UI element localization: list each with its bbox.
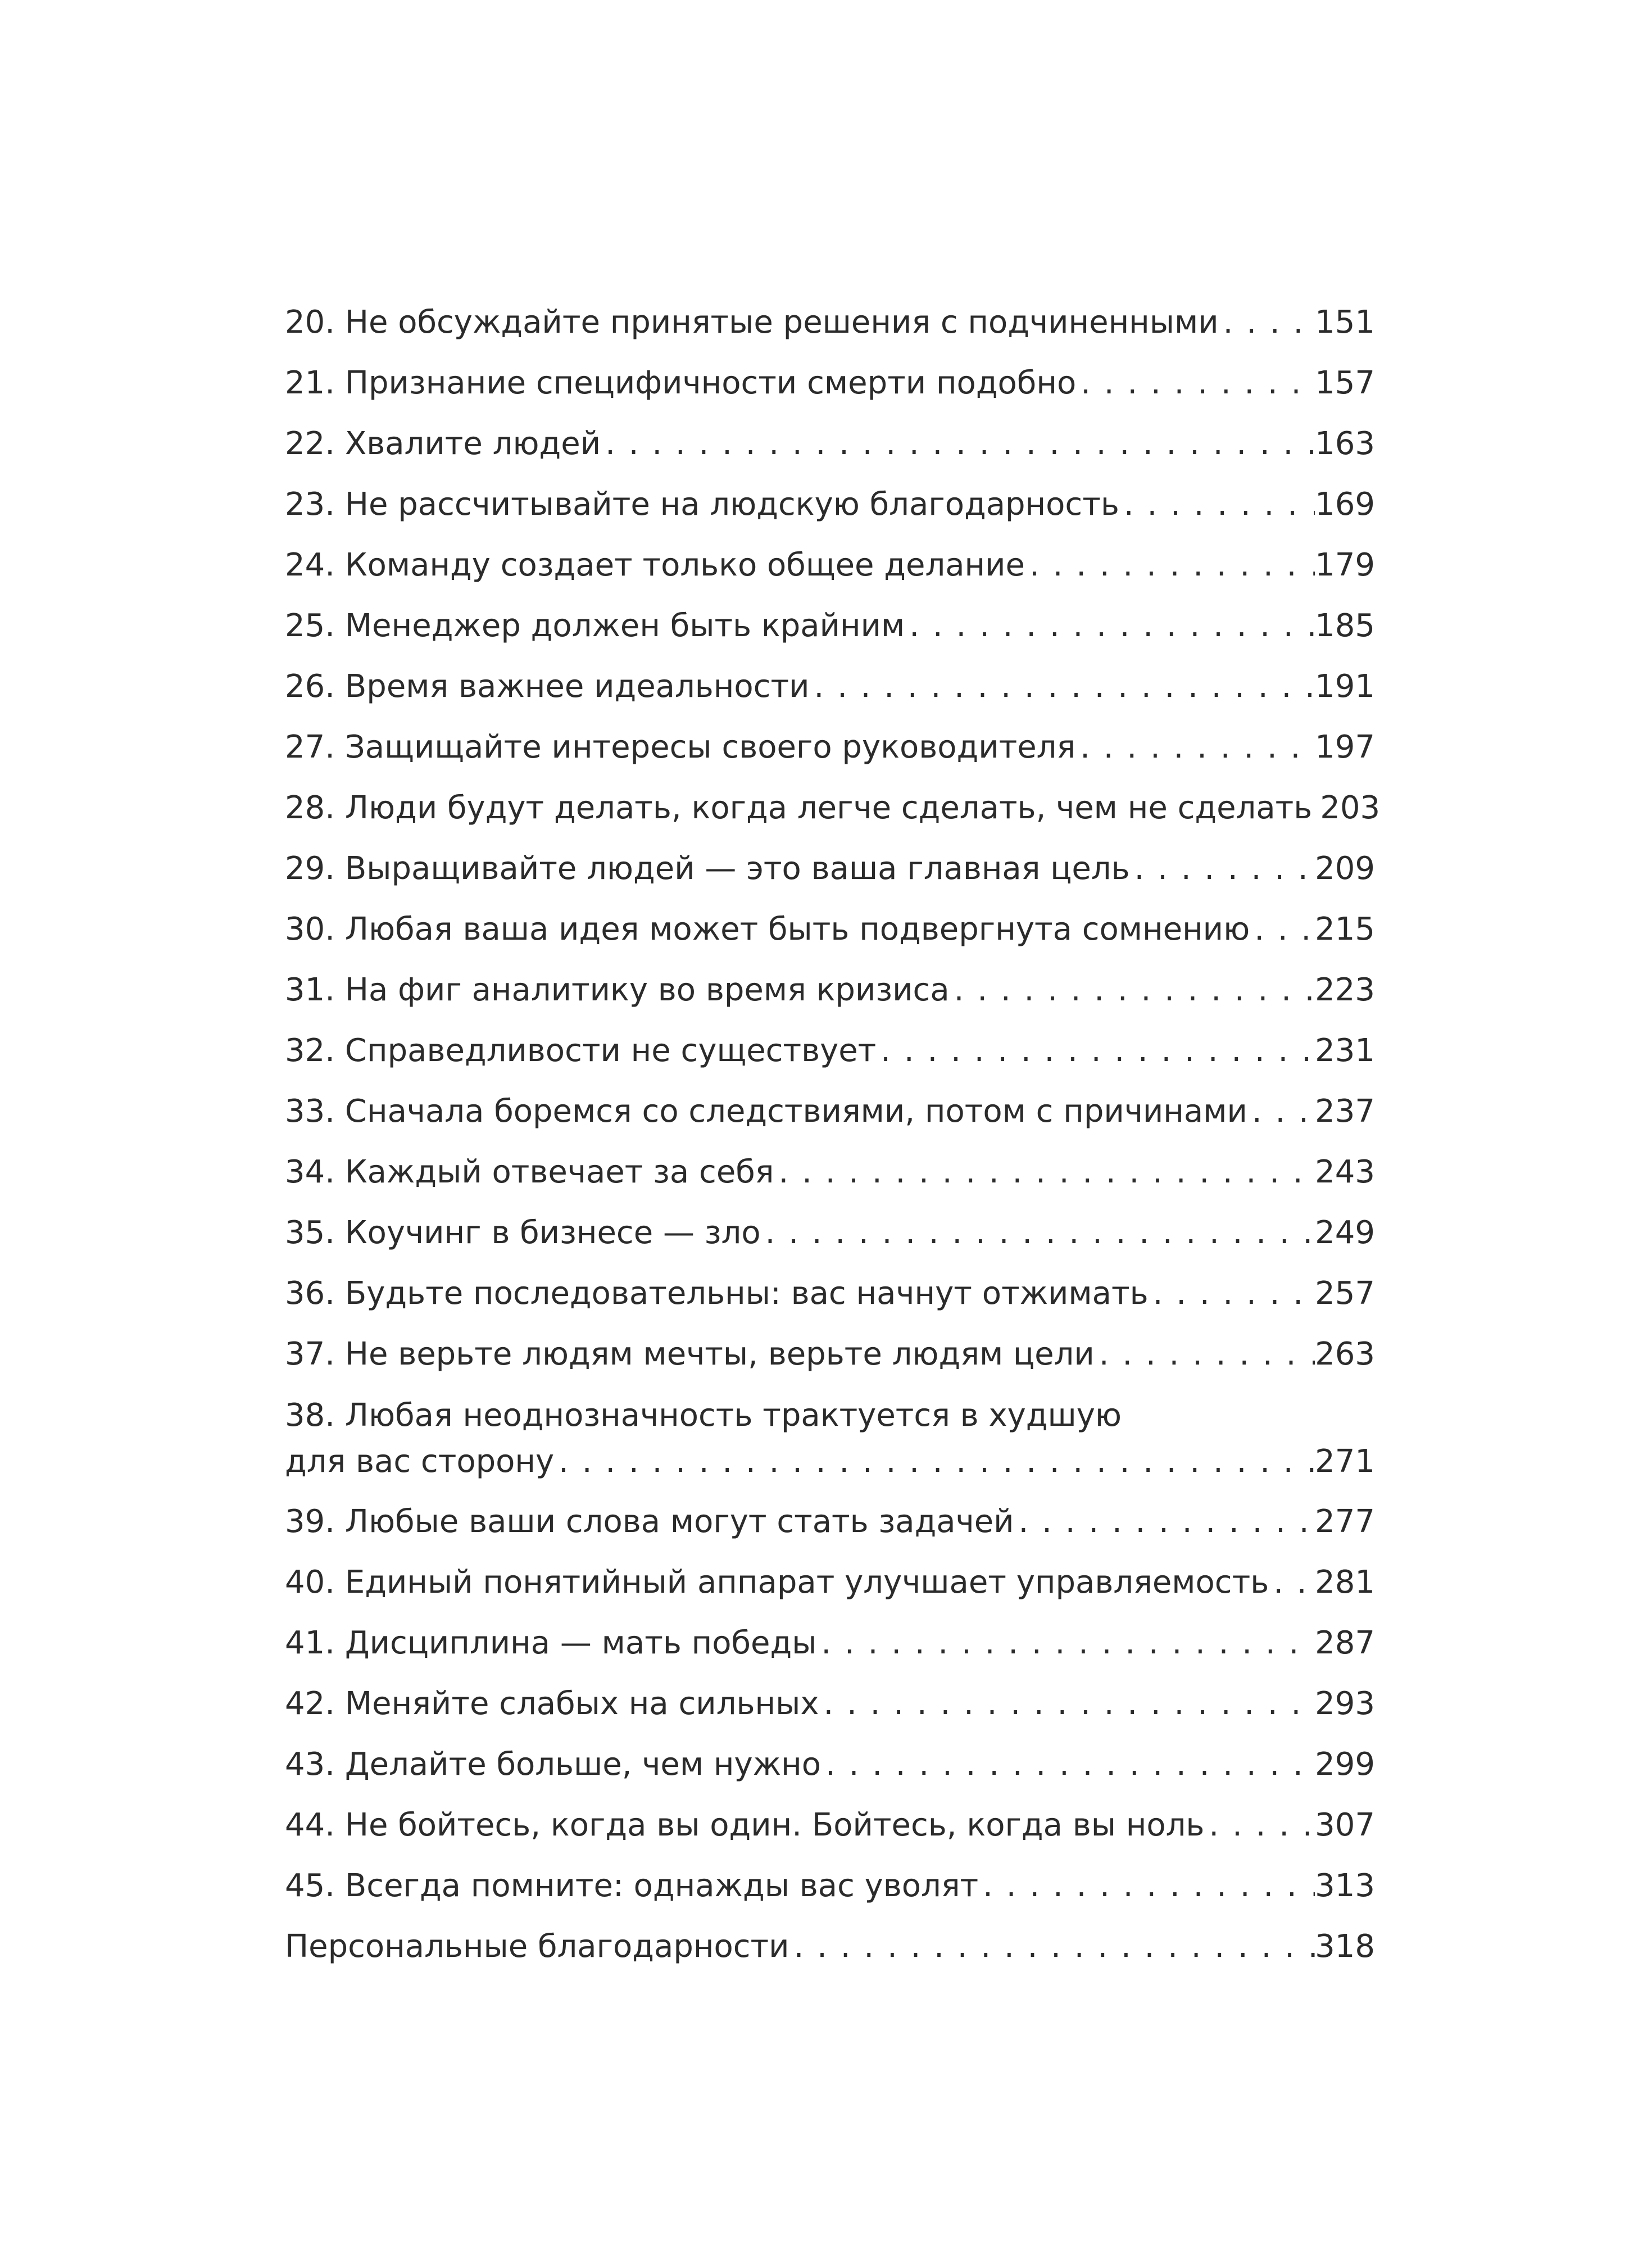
toc-entry-22[interactable] [285, 414, 1375, 474]
toc-page-number: 209 [1315, 850, 1375, 887]
toc-page-number: 313 [1315, 1868, 1375, 1904]
toc-page-number: 203 [1320, 790, 1381, 826]
toc-entry-title: 23. Не рассчитывайте на людскую благодарность [285, 486, 1119, 523]
toc-dot-leader [950, 960, 1315, 1021]
toc-entry-title: 29. Выращивайте людей — это ваша главная цель [285, 850, 1130, 887]
toc-page-number: 215 [1315, 911, 1375, 948]
toc-dot-leader [601, 414, 1315, 474]
toc-entry-title: 36. Будьте последовательны: вас начнут отжимать [285, 1275, 1149, 1312]
toc-entry-24[interactable] [285, 535, 1375, 596]
toc-entry-title: 27. Защищайте интересы своего руководителя [285, 729, 1076, 765]
toc-entry-29[interactable] [285, 839, 1375, 899]
toc-entry-title: 43. Делайте больше, чем нужно [285, 1746, 821, 1783]
toc-entry-39[interactable] [285, 1492, 1375, 1552]
toc-entry-title: 45. Всегда помните: однажды вас уволят [285, 1868, 979, 1904]
toc-dot-leader [774, 1142, 1315, 1203]
toc-entry-27[interactable] [285, 717, 1375, 778]
toc-entry-title-line2: для вас сторону [285, 1443, 555, 1480]
toc-entry-acknowledgements[interactable] [285, 1916, 1375, 1977]
toc-dot-leader [761, 1203, 1315, 1263]
toc-page-number: 299 [1315, 1746, 1375, 1783]
toc-entry-33[interactable] [285, 1081, 1375, 1142]
toc-entry-37[interactable] [285, 1324, 1375, 1385]
toc-dot-leader [1095, 1324, 1315, 1385]
toc-dot-leader [905, 596, 1315, 656]
toc-entry-44[interactable] [285, 1795, 1375, 1856]
toc-entry-title: 42. Меняйте слабых на сильных [285, 1685, 819, 1722]
toc-dot-leader [1149, 1263, 1315, 1324]
toc-entry-title: 37. Не верьте людям мечты, верьте людям цели [285, 1336, 1095, 1372]
toc-dot-leader [1025, 535, 1315, 596]
toc-page-number: 307 [1315, 1807, 1375, 1843]
toc-dot-leader [789, 1916, 1315, 1977]
toc-entry-28[interactable] [285, 778, 1381, 839]
toc-entry-title: 22. Хвалите людей [285, 425, 601, 462]
toc-entry-38[interactable] [285, 1385, 1375, 1492]
table-of-contents [285, 292, 1381, 1977]
toc-page-number: 163 [1315, 425, 1375, 462]
toc-page-number: 263 [1315, 1336, 1375, 1372]
toc-entry-20[interactable] [285, 292, 1375, 353]
toc-page-number: 191 [1315, 668, 1375, 705]
toc-dot-leader [1269, 1552, 1315, 1613]
toc-entry-title: Персональные благодарности [285, 1928, 789, 1965]
toc-dot-leader [1204, 1795, 1315, 1856]
toc-dot-leader [1250, 899, 1315, 960]
toc-entry-35[interactable] [285, 1203, 1375, 1263]
toc-entry-42[interactable] [285, 1674, 1375, 1734]
toc-entry-title: 39. Любые ваши слова могут стать задачей [285, 1503, 1014, 1540]
toc-dot-leader [809, 656, 1315, 717]
toc-entry-title: 32. Справедливости не существует [285, 1032, 877, 1069]
toc-page-number: 237 [1315, 1093, 1375, 1130]
toc-dot-leader [1219, 292, 1315, 353]
toc-entry-title: 38. Любая неоднозначность трактуется в худшую [285, 1397, 1122, 1434]
toc-dot-leader [1119, 474, 1315, 535]
toc-page-number: 257 [1315, 1275, 1375, 1312]
toc-dot-leader [1312, 778, 1320, 839]
toc-page-number: 157 [1315, 365, 1375, 401]
toc-entry-title: 24. Команду создает только общее делание [285, 547, 1025, 583]
toc-dot-leader [821, 1734, 1315, 1795]
toc-page-number: 243 [1315, 1154, 1375, 1190]
toc-entry-34[interactable] [285, 1142, 1375, 1203]
toc-entry-title: 21. Признание специфичности смерти подобно [285, 365, 1077, 401]
toc-page-number: 185 [1315, 608, 1375, 644]
toc-dot-leader [1247, 1081, 1315, 1142]
toc-page-number: 271 [1315, 1443, 1375, 1480]
toc-entry-title: 35. Коучинг в бизнесе — зло [285, 1214, 761, 1251]
toc-entry-45[interactable] [285, 1856, 1375, 1916]
toc-entry-26[interactable] [285, 656, 1375, 717]
toc-entry-title: 20. Не обсуждайте принятые решения с подчиненными [285, 304, 1219, 341]
toc-entry-25[interactable] [285, 596, 1375, 656]
toc-page-number: 293 [1315, 1685, 1375, 1722]
toc-page-number: 151 [1315, 304, 1375, 341]
toc-dot-leader [876, 1021, 1315, 1081]
toc-dot-leader [1075, 717, 1315, 778]
toc-page-number: 223 [1315, 972, 1375, 1008]
toc-entry-title: 26. Время важнее идеальности [285, 668, 810, 705]
toc-page-number: 231 [1315, 1032, 1375, 1069]
toc-entry-23[interactable] [285, 474, 1375, 535]
toc-dot-leader [1130, 839, 1315, 899]
toc-entry-title: 40. Единый понятийный аппарат улучшает управляемость [285, 1564, 1269, 1601]
toc-dot-leader [816, 1613, 1315, 1674]
toc-entry-continuation [285, 1439, 1375, 1485]
toc-dot-leader [554, 1439, 1315, 1485]
toc-entry-title: 41. Дисциплина — мать победы [285, 1625, 817, 1661]
toc-entry-30[interactable] [285, 899, 1375, 960]
toc-page-number: 169 [1315, 486, 1375, 523]
toc-entry-31[interactable] [285, 960, 1375, 1021]
toc-entry-title: 44. Не бойтесь, когда вы один. Бойтесь, когда вы ноль [285, 1807, 1205, 1843]
toc-entry-title: 30. Любая ваша идея может быть подвергнута сомнению [285, 911, 1250, 948]
toc-dot-leader [819, 1674, 1315, 1734]
toc-entry-title: 31. На фиг аналитику во время кризиса [285, 972, 950, 1008]
toc-page-number: 318 [1315, 1928, 1375, 1965]
toc-page-number: 277 [1315, 1503, 1375, 1540]
toc-entry-21[interactable] [285, 353, 1375, 414]
toc-page-number: 197 [1315, 729, 1375, 765]
toc-page-number: 287 [1315, 1625, 1375, 1661]
toc-page-number: 281 [1315, 1564, 1375, 1601]
toc-entry-32[interactable] [285, 1021, 1375, 1081]
toc-dot-leader [1014, 1492, 1315, 1552]
toc-entry-title: 25. Менеджер должен быть крайним [285, 608, 905, 644]
toc-entry-title: 34. Каждый отвечает за себя [285, 1154, 774, 1190]
toc-entry-41[interactable] [285, 1613, 1375, 1674]
toc-entry-36[interactable] [285, 1263, 1375, 1324]
toc-entry-title: 33. Сначала боремся со следствиями, потом с причинами [285, 1093, 1247, 1130]
toc-dot-leader [1076, 353, 1315, 414]
toc-entry-43[interactable] [285, 1734, 1375, 1795]
toc-dot-leader [978, 1856, 1315, 1916]
toc-page-number: 249 [1315, 1214, 1375, 1251]
toc-entry-title: 28. Люди будут делать, когда легче сделать, чем не сделать [285, 790, 1313, 826]
toc-page-number: 179 [1315, 547, 1375, 583]
toc-entry-40[interactable] [285, 1552, 1375, 1613]
